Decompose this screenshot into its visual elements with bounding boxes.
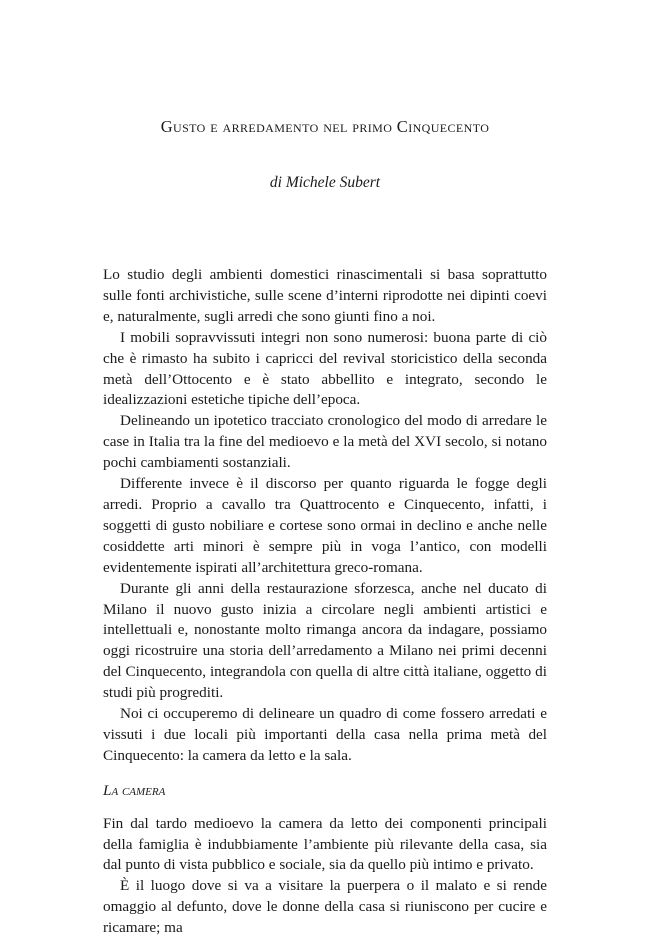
paragraph: I mobili sopravvissuti integri non sono numerosi: buona parte di ciò che è rimasto ha subito i capricci del revival storicistico della seconda metà dell’Ottocento e è stato abbellito e integrato, secondo le idealizzazioni estetiche tipiche dell’epoca.: [103, 328, 547, 409]
paragraph: Differente invece è il discorso per quanto riguarda le fogge degli arredi. Proprio a cavallo tra Quattrocento e Cinquecento, infatti, i soggetti di gusto nobiliare e cortese sono ormai in declino e anche nelle cosiddette arti minori è sempre più in voga l’antico, con modelli evidentemente ispirati all’architettura greco-romana.: [103, 475, 547, 576]
paragraph: Lo studio degli ambienti domestici rinascimentali si basa soprattutto sulle fonti archivistiche, sulle scene d’interni riprodotte nei dipinti coevi e, naturalmente, sugli arredi che sono giunti fino a noi.: [103, 266, 547, 325]
paragraph: È il luogo dove si va a visitare la puerpera o il malato e si rende omaggio al defunto, dove le donne della casa si riuniscono per cucire e ricamare; ma: [103, 877, 547, 937]
paragraph: Fin dal tardo medioevo la camera da letto dei componenti principali della famiglia è indubbiamente l’ambiente più rilevante della casa, sia dal punto di vista pubblico e sociale, sia da quello più intimo e privato.: [103, 814, 547, 874]
article-body: [103, 265, 547, 939]
paragraph: Durante gli anni della restaurazione sforzesca, anche nel ducato di Milano il nuovo gusto inizia a circolare negli ambienti artistici e intellettuali e, nonostante molto rimanga ancora da indagare, possiamo oggi ricostruire una storia dell’arredamento a Milano nei primi decenni del Cinquecento, integrandola con quella di altre città italiane, oggetto di studi più progrediti.: [103, 579, 547, 702]
paragraph: Delineando un ipotetico tracciato cronologico del modo di arredare le case in Italia tra la fine del medioevo e la metà del XVI secolo, si notano pochi cambiamenti sostanziali.: [103, 412, 547, 472]
section-heading: La camera: [103, 781, 166, 799]
article-title: Gusto e arredamento nel primo Cinquecento: [160, 117, 490, 136]
paragraph: Noi ci occuperemo di delineare un quadro di come fossero arredati e vissuti i due locali più importanti della casa nella prima metà del Cinquecento: la camera da letto e la sala.: [103, 705, 547, 764]
article-author: di Michele Subert: [269, 174, 381, 191]
